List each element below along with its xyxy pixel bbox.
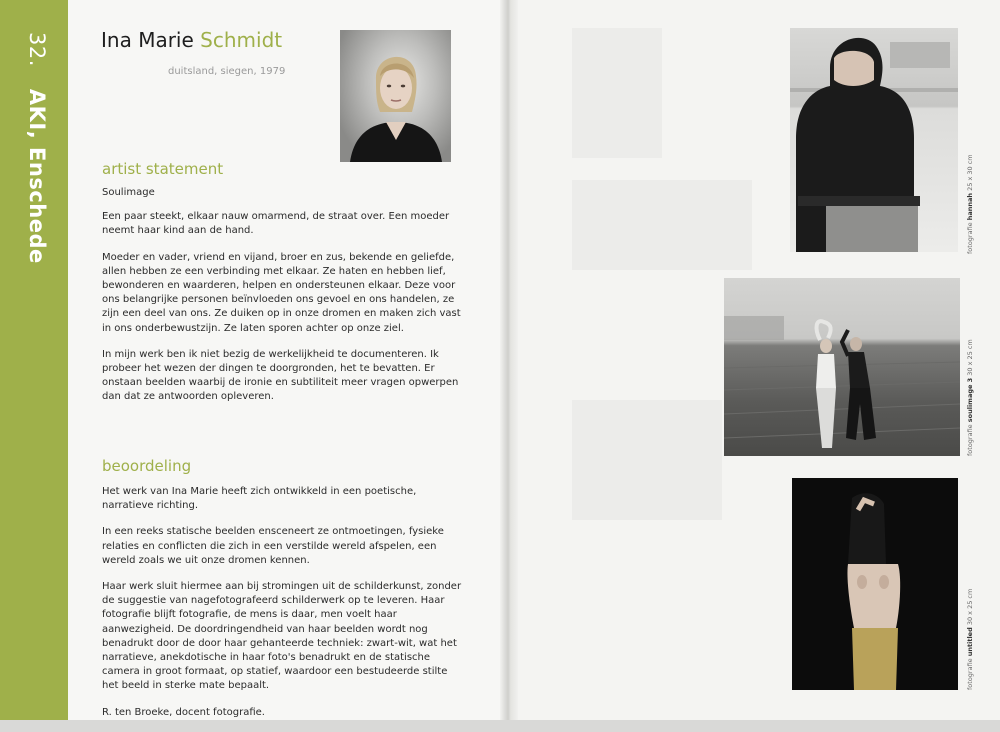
side-band [0,0,68,720]
book-gutter [500,0,518,720]
assessment-paragraph: Het werk van Ina Marie heeft zich ontwikkeld in een poetische, narratieve richting. [102,486,417,512]
caption-untitled [966,589,974,690]
assessment-body [102,485,464,732]
caption-prefix: fotografie [966,658,974,690]
caption-size: 30 x 25 cm [966,588,974,626]
artist-last-name: Schmidt [200,28,283,52]
statement-paragraph: In mijn werk ben ik niet bezig de werkelijkheid te documenteren. Ik probeer het wezen der dingen te doorgronden, het te bevatten. Er onstaan beelden waarbij de ironie en subtiliteit meer vragen opwerpen dan dat ze antwoorden opleveren. [102,348,459,403]
assessment-paragraph: In een reeks statische beelden ensceneert ze ontmoetingen, fysieke relaties en conflicten die zich in een verstilde wereld afspelen, een wereld zoals we uit onze dromen kennen. [102,526,444,566]
caption-hannah [966,154,974,254]
portrait-drawing [340,30,451,162]
statement-paragraph: Een paar steekt, elkaar nauw omarmend, de straat over. Een moeder neemt haar kind aan de hand. [102,211,450,237]
show-through-shadow [572,400,722,520]
entry-number: 32. [25,32,49,67]
artist-origin: duitsland, siegen, 1979 [168,66,286,77]
artist-portrait [340,30,451,162]
caption-title: untitled [966,627,974,657]
photo-soulimage-3 [724,278,960,456]
caption-title: soulimage 3 [966,377,974,423]
assessment-paragraph: Haar werk sluit hiermee aan bij stromingen uit de schilderkunst, zonder de suggestie van nagefotografeerd schilderwerk op te leveren. Haar fotografie blijft fotografie, de mens is daar, men voelt haar aanwezigheid. De doordringendheid van haar beelden wordt nog benadrukt door de door haar gehanteerde techniek: zwart-wit, wat het narratieve, anekdotische in haar foto's benadrukt en de statische camera in groot formaat, op statief, waardoor een bestudeerde stilte het beeld in sterke mate bepaalt. [102,581,462,692]
caption-size: 30 x 25 cm [966,339,974,376]
caption-soulimage-3 [966,339,974,456]
photo-hannah [790,28,958,252]
side-label [25,32,49,264]
school-name: AKI, Enschede [25,88,49,264]
show-through-shadow [572,28,662,158]
assessment-heading: beoordeling [102,457,192,475]
photo-soulimage-3-drawing [724,278,960,456]
caption-prefix: fotografie [966,222,974,254]
artist-statement-body [102,186,464,417]
statement-paragraph: Moeder en vader, vriend en vijand, broer en zus, bekende en geliefde, allen hebben ze een verbinding met elkaar. Ze haten en hebben lief, bewonderen en waarderen, helpen en ondersteunen elkaar. Deze voor ons belangrijke personen beïnvloeden ons gevoel en ons handelen, ze zijn een deel van ons. Ze duiken op in onze dromen en maken zich vast in ons onderbewustzijn. Ze laten sporen achter op onze ziel. [102,251,461,334]
artist-name [101,28,282,52]
work-title: Soulimage [102,187,155,198]
assessment-signature: R. ten Broeke, docent fotografie. [102,706,265,718]
caption-prefix: fotografie [966,424,974,456]
caption-size: 25 x 30 cm [966,154,974,191]
artist-statement-heading: artist statement [102,160,224,178]
photo-untitled [792,478,958,690]
caption-title: hannah [966,192,974,221]
artist-first-name: Ina Marie [101,28,194,52]
photo-untitled-drawing [792,478,958,690]
photo-hannah-drawing [790,28,958,252]
show-through-shadow [572,180,752,270]
